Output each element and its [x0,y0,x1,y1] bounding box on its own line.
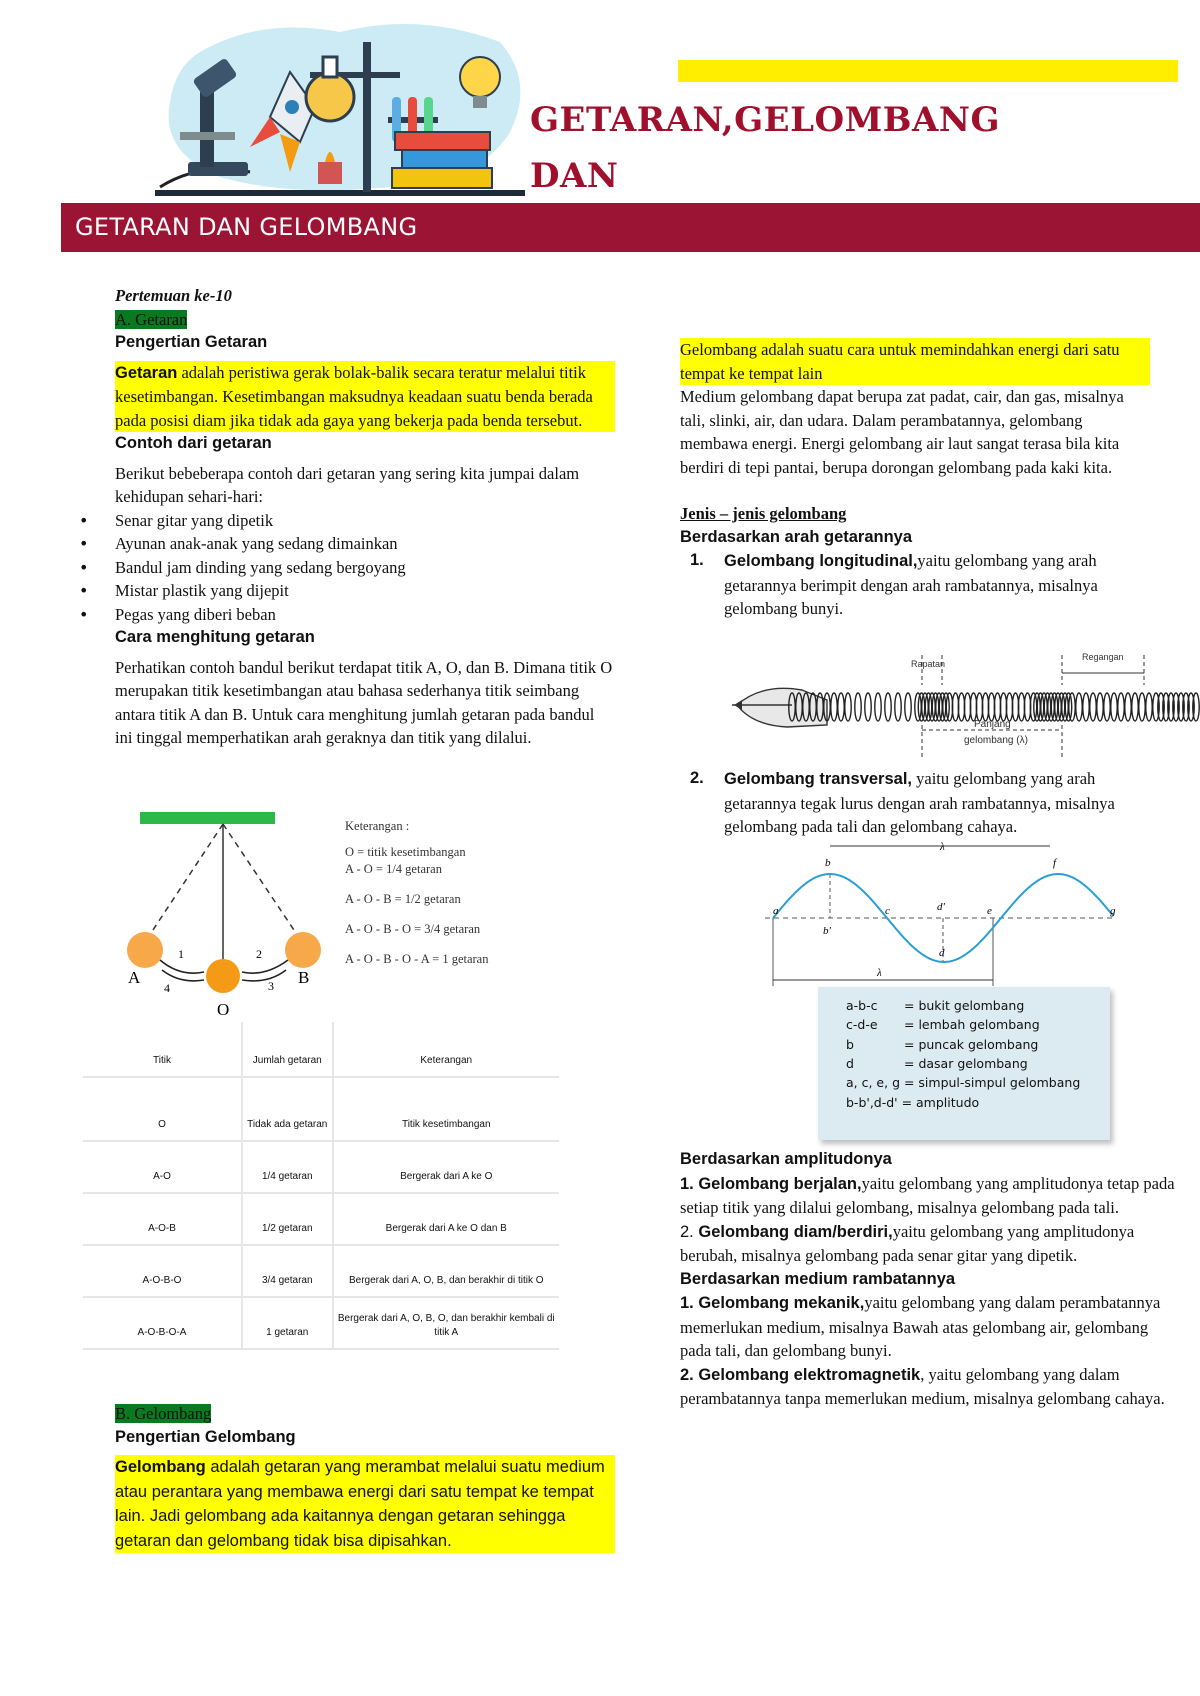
legend-row [846,1015,1040,1034]
table-header: Keterangan [333,1022,560,1077]
arah-heading: Berdasarkan arah getarannya [680,527,913,546]
table-cell: A-O [83,1141,242,1193]
pengertian-getaran-heading: Pengertian Getaran [115,333,268,351]
slinky-coil [1076,693,1082,721]
table-row [83,1193,559,1245]
slinky-coil [1146,693,1152,721]
legend-value: = dasar gelombang [904,1056,1028,1071]
transversal-text: yaitu gelombang yang arah getarannya tegak lurus dengan arah rambatannya, misalnya gelombang pada tali dan gelombang cahaya. [724,769,1115,836]
diam-term: Gelombang diam/berdiri, [698,1222,893,1241]
banner-label: GETARAN DAN GELOMBANG [75,213,418,241]
legend-row [846,1093,979,1112]
arrow-number: 1 [178,947,184,961]
mekanik-term: 1. Gelombang mekanik, [680,1294,865,1312]
contoh-heading: Contoh dari getaran [115,434,272,452]
berjalan-item [680,1172,1180,1220]
legend-row [846,1054,1028,1073]
longitudinal-item [680,549,1150,621]
section-b-heading: B. Gelombang [115,1404,212,1423]
slinky-coil [1111,693,1117,721]
table-row [83,1297,559,1349]
transversal-item [680,767,1150,839]
cara-text: Perhatikan contoh bandul berikut terdapat titik A, O, dan B. Dimana titik O merupakan titik kesetimbangan atau bahasa sederhanya titik seimbang antara titik A dan B. Untuk cara menghitung jumlah getaran pada bandul ini tinggal memperhatikan arah geraknya dan titik yang dilalui. [115,657,613,747]
table-cell: Bergerak dari A, O, B, O, dan berakhir kembali di titik A [333,1297,560,1349]
item-number: 2. [690,769,704,787]
section-banner [61,203,1200,252]
elektromagnetik-text: , yaitu gelombang yang dalam perambatannya tanpa memerlukan medium, misalnya gelombang cahaya. [680,1364,1165,1408]
table-cell: 3/4 getaran [242,1245,333,1297]
legend-key: a-b-c [846,998,878,1013]
legend-key: c-d-e [846,1017,878,1032]
list-item: • Mistar plastik yang dijepit [115,579,615,603]
diam-text: yaitu gelombang yang amplitudonya berubah, misalnya gelombang pada senar gitar yang dipetik. [680,1221,1135,1265]
getaran-definition-text: adalah peristiwa gerak bolak-balik secara teratur melalui titik kesetimbangan. Kesetimbangan maksudnya keadaan suatu benda berada pada posisi diam jika tidak ada gaya yang bekerja pada benda tersebut. [115,362,593,430]
pendulum-figure [120,812,540,1022]
wave-point-label: e [987,905,992,917]
slinky-coil [845,693,851,721]
classification-block [680,1148,1180,1411]
rapatan-label: Rapatan [911,659,946,669]
label-o: O [217,1000,230,1019]
longitudinal-text: yaitu gelombang yang arah getarannya berimpit dengan arah rambatannya, misalnya gelombang bunyi. [724,551,1098,618]
arrow-number: 4 [164,981,170,995]
right-column [680,338,1150,621]
title-line-1: GETARAN,GELOMBANG DAN [530,100,1000,196]
panjang-label: Panjang [974,719,1011,730]
keterangan-line: A - O - B = 1/2 getaran [345,892,461,906]
section-a-heading: A. Getaran [115,309,188,329]
table-cell: 1 getaran [242,1297,333,1349]
getaran-term: Getaran [115,363,178,382]
legend-key: a, c, e, g = simpul-simpul gelombang [846,1075,1081,1090]
mekanik-item [680,1291,1180,1363]
table-header: Jumlah getaran [242,1022,333,1077]
gelombang-definition-text: adalah getaran yang merambat melalui suatu medium atau perantara yang membawa energi dari satu tempat ke tempat lain. Jadi gelombang ada kaitannya dengan getaran sehingga getaran dan gelombang tidak bisa dipisahkan. [115,1458,605,1550]
wave-point-label: b' [823,925,831,937]
slinky-coil [1083,693,1089,721]
slinky-coil [885,693,891,721]
table-header: Titik [83,1022,242,1077]
table-row [83,1077,559,1141]
legend-row [846,1073,1080,1092]
keterangan-line: O = titik kesetimbangan [345,845,466,859]
table-cell: 1/2 getaran [242,1193,333,1245]
table-cell: Bergerak dari A ke O [333,1141,560,1193]
slinky-coil [1139,693,1145,721]
list-item: • Senar gitar yang dipetik [115,509,615,533]
slinky-coil [1118,693,1124,721]
meeting-label: Pertemuan ke-10 [115,286,232,305]
transverse-wave-diagram [765,838,1125,988]
slinky-coil [831,693,837,721]
longitudinal-term: Gelombang longitudinal, [724,552,918,570]
left-column [115,284,615,750]
medium-text: Medium gelombang dapat berupa zat padat, cair, dan gas, misalnya tali, slinki, air, dan udara. Dalam perambatannya, gelombang membawa energi. Energi gelombang air laut sangat terasa bila kita berdiri di tepi pantai, berupa dorongan gelombang pada kaki kita. [680,387,1124,477]
transversal-term: Gelombang transversal, [724,770,912,788]
contoh-list [115,509,615,627]
keterangan-line: A - O - B - O - A = 1 getaran [345,952,489,966]
slinky-coil [1132,693,1138,721]
keterangan-line: A - O - B - O = 3/4 getaran [345,922,481,936]
slinky-coil [1097,693,1103,721]
elektromagnetik-term: 2. Gelombang elektromagnetik [680,1365,921,1384]
lambda-label: λ [877,967,882,979]
header-accent-bar [678,60,1178,82]
science-illustration [140,12,540,202]
slinky-coil [1104,693,1110,721]
elektromagnetik-item [680,1363,1180,1411]
keterangan-title: Keterangan : [345,819,410,833]
wave-legend-box [818,987,1110,1140]
slinky-diagram [732,645,1200,765]
list-item: • Pegas yang diberi beban [115,603,615,627]
list-item: • Ayunan anak-anak yang sedang dimainkan [115,532,615,556]
wave-point-label: c [885,905,890,917]
berjalan-text: yaitu gelombang yang amplitudonya tetap pada setiap titik yang dilalui gelombang, misalnya gelombang pada tali. [680,1173,1175,1217]
table-row [83,1141,559,1193]
arrow-number: 3 [268,979,274,993]
table-header-row [83,1022,559,1077]
table-row [83,1245,559,1297]
gelombang-section [115,1402,615,1553]
table-cell: A-O-B-O-A [83,1297,242,1349]
table-cell: Bergerak dari A ke O dan B [333,1193,560,1245]
slinky-coil [895,693,901,721]
slinky-coil [865,693,871,721]
wave-point-label: d' [937,901,945,913]
pengertian-gelombang-heading: Pengertian Gelombang [115,1427,296,1446]
transversal-block [680,767,1150,839]
panjang-label-2: gelombang (λ) [964,735,1028,746]
arrow-number: 2 [256,947,262,961]
regangan-label: Regangan [1082,652,1124,662]
legend-row [846,1035,1038,1054]
table-cell: Tidak ada getaran [242,1077,333,1141]
diam-number: 2. [680,1222,699,1241]
item-number: 1. [690,551,704,569]
slinky-coil [875,693,881,721]
wave-point-label: b [825,857,831,869]
mekanik-text: yaitu gelombang yang dalam perambatannya memerlukan medium, misalnya Bawah atas gelombang air, gelombang pada tali, dan gelombang bunyi. [680,1293,1161,1360]
wave-point-label: d [939,947,945,959]
legend-key: d [846,1056,854,1071]
table-cell: Titik kesetimbangan [333,1077,560,1141]
table-cell: O [83,1077,242,1141]
diam-item [680,1220,1180,1268]
lambda-label: λ [940,841,945,853]
legend-row [846,996,1024,1015]
table-cell: A-O-B [83,1193,242,1245]
table-cell: Bergerak dari A, O, B, dan berakhir di titik O [333,1245,560,1297]
wave-point-label: f [1053,857,1057,869]
slinky-coil [1090,693,1096,721]
gelombang-energy-definition: Gelombang adalah suatu cara untuk memindahkan energi dari satu tempat ke tempat lain [680,338,1150,385]
amplitudo-heading: Berdasarkan amplitudonya [680,1150,892,1168]
legend-key: b-b',d-d' = amplitudo [846,1095,980,1110]
legend-value: = puncak gelombang [904,1037,1039,1052]
table-cell: A-O-B-O [83,1245,242,1297]
cara-heading: Cara menghitung getaran [115,628,315,646]
keterangan-line: A - O = 1/4 getaran [345,862,442,876]
getaran-definition [115,361,615,433]
medium-heading: Berdasarkan medium rambatannya [680,1269,956,1288]
table-cell: 1/4 getaran [242,1141,333,1193]
list-item: • Bandul jam dinding yang sedang bergoyang [115,556,615,580]
slinky-coil [905,693,911,721]
slinky-coil [838,693,844,721]
gelombang-term: Gelombang [115,1458,206,1476]
wave-point-label: g [1110,905,1116,917]
getaran-table [83,1022,559,1350]
wave-point-label: a [773,905,779,917]
slinky-coil [855,693,861,721]
slinky-coil [1125,693,1131,721]
gelombang-definition [115,1455,615,1553]
contoh-intro: Berikut bebeberapa contoh dari getaran yang sering kita jumpai dalam kehidupan sehari-hari: [115,463,580,506]
legend-value: = lembah gelombang [904,1017,1040,1032]
legend-value: = bukit gelombang [904,998,1025,1013]
jenis-heading: Jenis – jenis gelombang [680,504,847,523]
label-a: A [128,968,141,987]
berjalan-term: 1. Gelombang berjalan, [680,1174,862,1193]
legend-key: b [846,1037,854,1052]
label-b: B [298,968,310,987]
